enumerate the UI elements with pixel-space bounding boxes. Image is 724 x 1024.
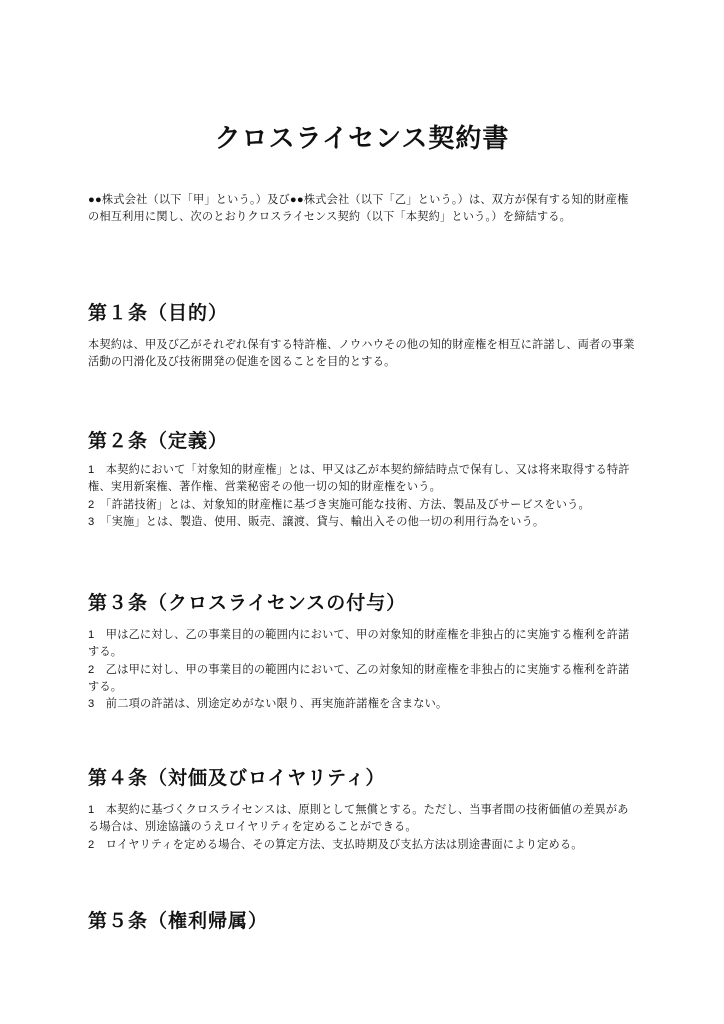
document-title: クロスライセンス契約書 bbox=[214, 123, 510, 153]
article-2-heading: 第２条（定義） bbox=[88, 431, 229, 452]
article-1-paragraph: 本契約は、甲及び乙がそれぞれ保有する特許権、ノウハウその他の知的財産権を相互に許諾し、両者の事業活動の円滑化及び技術開発の促進を図ることを目的とする。 bbox=[88, 339, 635, 369]
article-4-heading: 第４条（対価及びロイヤリティ） bbox=[88, 768, 386, 789]
article-4-body bbox=[88, 802, 636, 854]
article-2-paragraph-2: 2 「許諾技術」とは、対象知的財産権に基づき実施可能な技術、方法、製品及びサービスをいう。 bbox=[88, 498, 590, 511]
article-3-body bbox=[88, 627, 636, 713]
article-3-paragraph-3: 3 前二項の許諾は、別途定めがない限り、再実施許諾権を含まない。 bbox=[88, 698, 448, 711]
article-1-heading: 第１条（目的） bbox=[88, 303, 229, 324]
article-5-heading: 第５条（権利帰属） bbox=[88, 911, 269, 932]
article-4-paragraph-2: 2 ロイヤリティを定める場合、その算定方法、支払時期及び支払方法は別途書面により定める。 bbox=[88, 838, 583, 851]
article-1-body bbox=[88, 337, 636, 372]
article-3-paragraph-2: 2 乙は甲に対し、甲の事業目的の範囲内において、乙の対象知的財産権を非独占的に実施する権利を許諾する。 bbox=[88, 663, 630, 693]
article-3-paragraph-1: 1 甲は乙に対し、乙の事業目的の範囲内において、甲の対象知的財産権を非独占的に実施する権利を許諾する。 bbox=[88, 629, 630, 659]
article-2-paragraph-3: 3 「実施」とは、製造、使用、販売、譲渡、貸与、輸出入その他一切の利用行為をいう。 bbox=[88, 515, 545, 528]
article-4-paragraph-1: 1 本契約に基づくクロスライセンスは、原則として無償とする。ただし、当事者間の技術価値の差異がある場合は、別途協議のうえロイヤリティを定めることができる。 bbox=[88, 804, 629, 834]
preamble bbox=[88, 192, 636, 227]
article-3-heading: 第３条（クロスライセンスの付与） bbox=[88, 593, 407, 614]
preamble-text: ●●株式会社（以下「甲」という。）及び●●株式会社（以下「乙」という。）は、双方が保有する知的財産権の相互利用に関し、次のとおりクロスライセンス契約（以下「本契約」という。）を締結する。 bbox=[88, 194, 629, 224]
article-2-paragraph-1: 1 本契約において「対象知的財産権」とは、甲又は乙が本契約締結時点で保有し、又は将来取得する特許権、実用新案権、著作権、営業秘密その他一切の知的財産権をいう。 bbox=[88, 464, 630, 494]
article-2-body bbox=[88, 462, 636, 531]
